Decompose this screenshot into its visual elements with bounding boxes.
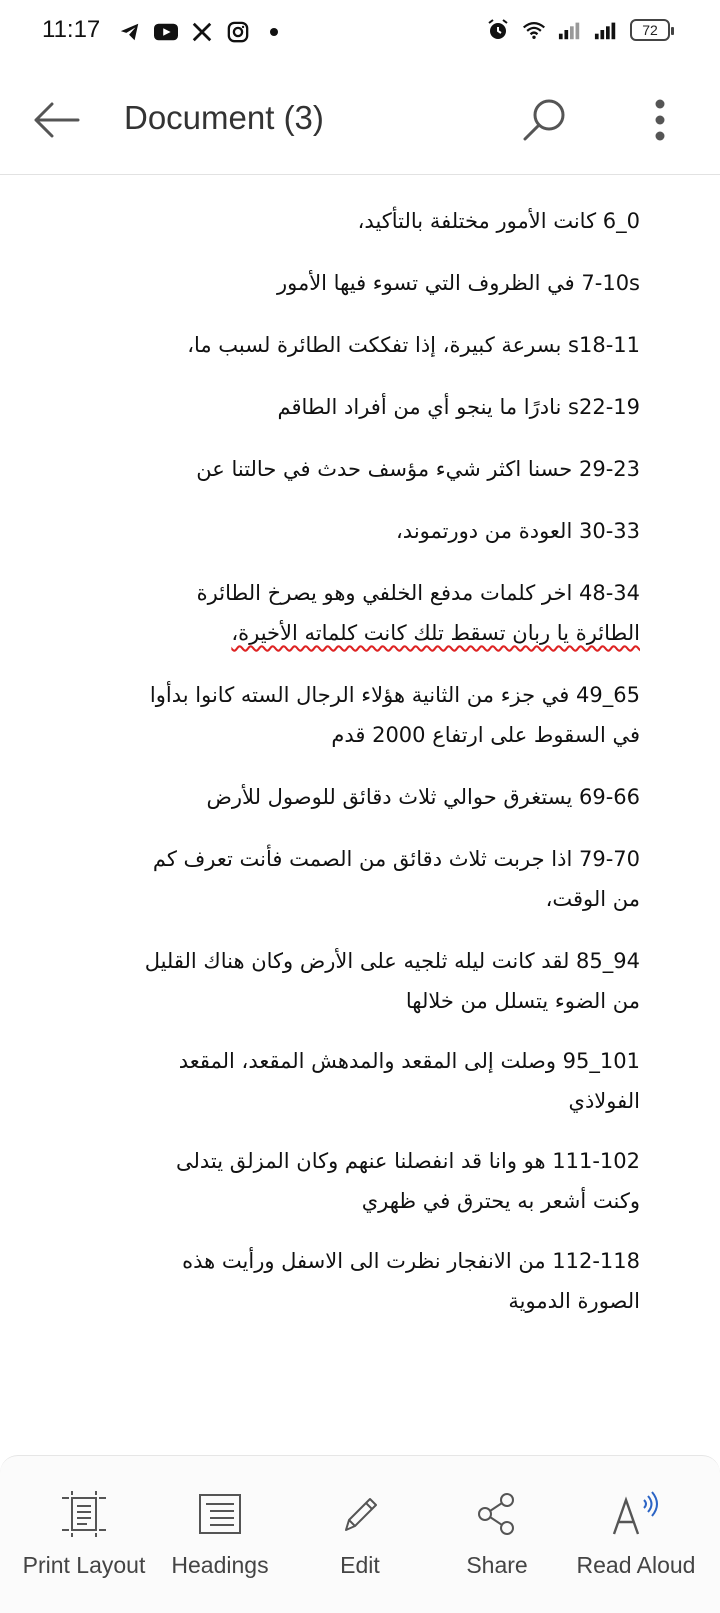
headings-icon [192,1486,248,1542]
more-notifications-dot-icon [262,20,286,44]
signal-2-icon [594,18,618,42]
paragraph: 94_85 لقد كانت ليله ثلجيه على الأرض وكان هناك القليل من الضوء يتسلل من خلالها [144,949,640,1013]
more-vertical-icon [653,98,667,142]
paragraph: 30-33 العودة من دورتموند، [396,519,640,543]
paragraph: s22-19 نادرًا ما ينجو أي من أفراد الطاقم [277,395,640,419]
youtube-icon [154,20,178,44]
paragraph: 65_49 في جزء من الثانية هؤلاء الرجال السته كانوا بدأوا في السقوط على ارتفاع 2000 قدم [149,683,640,747]
paragraph: 101_95 وصلت إلى المقعد والمدهش المقعد، المقعد الفولاذي [178,1049,640,1113]
system-icons [486,18,670,42]
status-bar [0,0,720,64]
paragraph: s18-11 بسرعة كبيرة، إذا تفككت الطائرة لسبب ما، [187,333,640,357]
paragraph: 48-34 اخر كلمات مدفع الخلفي وهو يصرخ الطائرة الطائرة يا ربان تسقط تلك كانت كلماته الأخيرة، [80,573,640,653]
page-title: Document (3) [124,99,324,136]
document-body[interactable] [0,175,720,1435]
edit-button[interactable]: Edit [290,1486,430,1596]
bottom-toolbar [0,1455,720,1613]
back-arrow-icon [32,100,80,140]
signal-1-icon [558,18,582,42]
paragraph: 111-102 هو وانا قد انفصلنا عنهم وكان المزلق يتدلى وكنت أشعر به يحترق في ظهري [175,1149,640,1213]
read-aloud-icon [608,1486,664,1542]
more-options-button[interactable] [630,90,690,150]
print-layout-button[interactable]: Print Layout [14,1486,154,1596]
alarm-icon [486,18,510,42]
back-button[interactable] [26,90,86,150]
paragraph: 79-70 اذا جربت ثلاث دقائق من الصمت فأنت تعرف كم من الوقت، [152,847,640,911]
search-button[interactable] [515,90,575,150]
print-layout-icon [56,1486,112,1542]
status-time: 11:17 [42,16,101,43]
headings-button[interactable]: Headings [150,1486,290,1596]
paragraph: 112-118 من الانفجار نظرت الى الاسفل ورأيت هذه الصورة الدموية [182,1249,640,1313]
wifi-icon [522,18,546,42]
paragraph: 7-10s في الظروف التي تسوء فيها الأمور [276,271,640,295]
x-icon [190,20,214,44]
share-icon [469,1486,525,1542]
spell-error-line: الطائرة يا ربان تسقط تلك كانت كلماته الأخيرة، [231,621,640,645]
pencil-icon [332,1486,388,1542]
instagram-icon [226,20,250,44]
paragraph: 69-66 يستغرق حوالي ثلاث دقائق للوصول للأرض [206,785,640,809]
paragraph: 0_6 كانت الأمور مختلفة بالتأكيد، [357,209,640,233]
battery-indicator: 72 [630,19,670,41]
notification-icons [118,20,286,44]
read-aloud-button[interactable]: Read Aloud [566,1486,706,1596]
paragraph: 29-23 حسنا اكثر شيء مؤسف حدث في حالتنا عن [196,457,640,481]
telegram-icon [118,20,142,44]
app-bar [0,64,720,175]
search-icon [520,95,570,145]
share-button[interactable]: Share [427,1486,567,1596]
